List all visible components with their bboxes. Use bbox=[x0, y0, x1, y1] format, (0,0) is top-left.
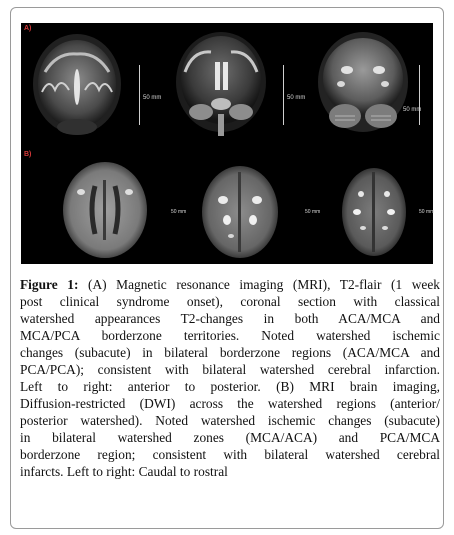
scale-label: 50 mm bbox=[143, 95, 162, 101]
caption-line: borderzone region; consistent with bilateral watershed cerebral bbox=[20, 447, 440, 462]
caption-line bbox=[20, 276, 440, 293]
scale-label: 50 mm bbox=[171, 209, 187, 215]
scale-bar bbox=[139, 65, 140, 125]
caption-line: Diffusion-restricted (DWI) across the watershed regions (anterior/ bbox=[20, 396, 440, 411]
panel-b-label: B) bbox=[24, 151, 32, 158]
scale-label: 50 mm bbox=[403, 107, 422, 113]
caption-line: watershed appearances T2-changes in both ACA/MCA and bbox=[20, 311, 440, 326]
caption-line: post clinical syndrome onset), coronal section with classical bbox=[20, 294, 440, 309]
caption-lead: Figure 1: bbox=[20, 277, 79, 292]
caption-line: infarcts. Left to right: Caudal to rostral bbox=[20, 464, 228, 479]
scale-bar bbox=[419, 65, 420, 125]
caption-line: changes (subacute) in bilateral borderzone regions (ACA/MCA and bbox=[20, 345, 440, 360]
caption-line: in bilateral watershed zones (MCA/ACA) and PCA/MCA bbox=[20, 430, 440, 445]
figure-caption bbox=[20, 276, 440, 480]
caption-line: posterior watershed). Noted watershed ischemic changes (subacute) bbox=[20, 413, 440, 428]
scale-bar bbox=[283, 65, 284, 125]
mri-coronal-middle bbox=[171, 32, 271, 142]
mri-dwi-middle bbox=[191, 162, 289, 262]
caption-line: MCA/PCA borderzone territories. Noted watershed ischemic bbox=[20, 328, 440, 343]
scale-label: 50 mm bbox=[305, 209, 321, 215]
scale-label: 50 mm bbox=[419, 209, 435, 215]
mri-dwi-rostral bbox=[333, 164, 415, 260]
panel-a-label: A) bbox=[24, 25, 32, 32]
mri-coronal-posterior bbox=[313, 32, 413, 142]
caption-line: Left to right: anterior to posterior. (B) MRI brain imaging, bbox=[20, 379, 440, 394]
mri-dwi-caudal bbox=[51, 158, 159, 262]
caption-text: (A) Magnetic resonance imaging (MRI), T2-flair (1 week bbox=[78, 277, 440, 292]
caption-line: PCA/PCA); consistent with bilateral watershed cerebral infarction. bbox=[20, 362, 440, 377]
mri-coronal-anterior bbox=[27, 32, 127, 142]
mri-figure bbox=[21, 23, 433, 264]
scale-label: 50 mm bbox=[287, 95, 306, 101]
